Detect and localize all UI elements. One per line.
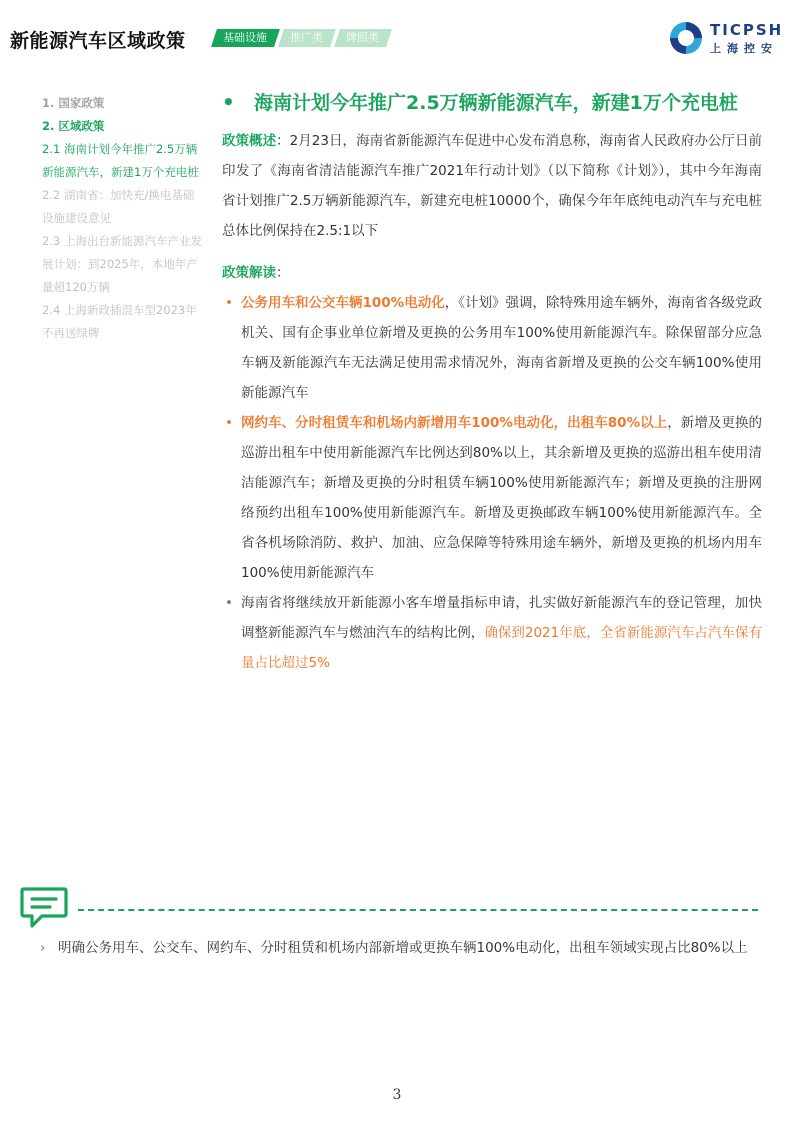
- policy-interpretation-title: 政策解读：: [222, 265, 290, 281]
- summary-box: [40, 934, 760, 963]
- heading-bullet: •: [222, 90, 235, 114]
- overview-label: 政策概述: [222, 133, 277, 149]
- logo-text-en: TICPSH: [710, 21, 784, 39]
- summary-divider: [78, 909, 758, 911]
- toc-item-2-4[interactable]: 2.4 上海新政插混车型2023年不再送绿牌: [42, 303, 197, 340]
- overview-text: ：2月23日，海南省新能源汽车促进中心发布消息称，海南省人民政府办公厅日前印发了《海南省清洁能源汽车推广2021年行动计划》（以下简称《计划》），其中今年海南省计划推广2.5万辆新能源汽车，新建充电桩10000个，确保今年年底纯电动汽车与充电桩总体比例保持在2.5:1以下: [222, 133, 762, 239]
- summary-text: 明确公务用车、公交车、网约车、分时租赁和机场内部新增或更换车辆100%电动化，出租车领域实现占比80%以上: [58, 940, 748, 956]
- item-text: 海南省将继续放开新能源小客车增量指标申请，扎实做好新能源汽车的登记管理，加快调整新能源汽车与燃油汽车的结构比例，: [241, 595, 762, 641]
- bullet-icon: •: [225, 295, 233, 311]
- toc-item-2-2[interactable]: 2.2 湖南省：加快充/换电基础设施建设意见: [42, 188, 195, 225]
- tag-promotion[interactable]: 推广类: [278, 29, 336, 47]
- page-title: 新能源汽车区域政策: [10, 30, 186, 52]
- section-heading: 海南计划今年推广2.5万辆新能源汽车，新建1万个充电桩: [254, 92, 738, 114]
- toc-item-2-3[interactable]: 2.3 上海出台新能源汽车产业发展计划：到2025年，本地年产量超120万辆: [42, 234, 202, 294]
- item-text: ，《计划》强调，除特殊用途车辆外，海南省各级党政机关、国有企事业单位新增及更换的公务用车100%使用新能源汽车。除保留部分应急车辆及新能源汽车无法满足使用需求情况外，海南省新增及更换的公交车辆100%使用新能源汽车: [241, 295, 762, 401]
- tag-infrastructure[interactable]: 基础设施: [211, 29, 280, 47]
- list-item: [222, 288, 762, 408]
- list-item: [222, 588, 762, 678]
- chevron-right-icon: ›: [40, 940, 46, 956]
- tag-license-plate[interactable]: 牌照类: [334, 29, 392, 47]
- page-number: 3: [392, 1087, 402, 1103]
- chat-bubble-icon: [20, 886, 68, 932]
- item-emphasis: 公务用车和公交车辆100%电动化: [241, 295, 445, 311]
- main-content: [222, 90, 762, 678]
- policy-overview: [222, 126, 762, 246]
- bullet-icon: •: [225, 595, 233, 611]
- item-highlight: 确保到2021年底，全省新能源汽车占汽车保有量占比超过5%: [241, 625, 763, 671]
- logo-swirl-icon: [668, 20, 704, 56]
- category-tags: [214, 29, 389, 47]
- logo-text-cn: 上海控安: [710, 42, 778, 55]
- interpretation-label: 政策解读: [222, 265, 276, 281]
- bullet-icon: •: [225, 415, 233, 431]
- toc-item-regional-policy[interactable]: 2. 区域政策: [42, 119, 105, 133]
- item-text: ，新增及更换的巡游出租车中使用新能源汽车比例达到80%以上，其余新增及更换的巡游出租车使用清洁能源汽车；新增及更换的分时租赁车辆100%使用新能源汽车；新增及更换的注册网络预约出租车100%使用新能源汽车。新增及更换邮政车辆100%使用新能源汽车。全省各机场除消防、救护、加油、应急保障等特殊用途车辆外，新增及更换的机场内用车100%使用新能源汽车: [241, 415, 762, 581]
- table-of-contents: [42, 92, 202, 345]
- toc-item-national-policy[interactable]: 1. 国家政策: [42, 96, 105, 110]
- interpretation-list: [222, 288, 762, 678]
- company-logo: [668, 20, 788, 58]
- list-item: [222, 408, 762, 588]
- toc-item-2-1[interactable]: 2.1 海南计划今年推广2.5万辆新能源汽车，新建1万个充电桩: [42, 142, 199, 179]
- item-emphasis: 网约车、分时租赁车和机场内新增用车100%电动化，出租车80%以上: [241, 415, 668, 431]
